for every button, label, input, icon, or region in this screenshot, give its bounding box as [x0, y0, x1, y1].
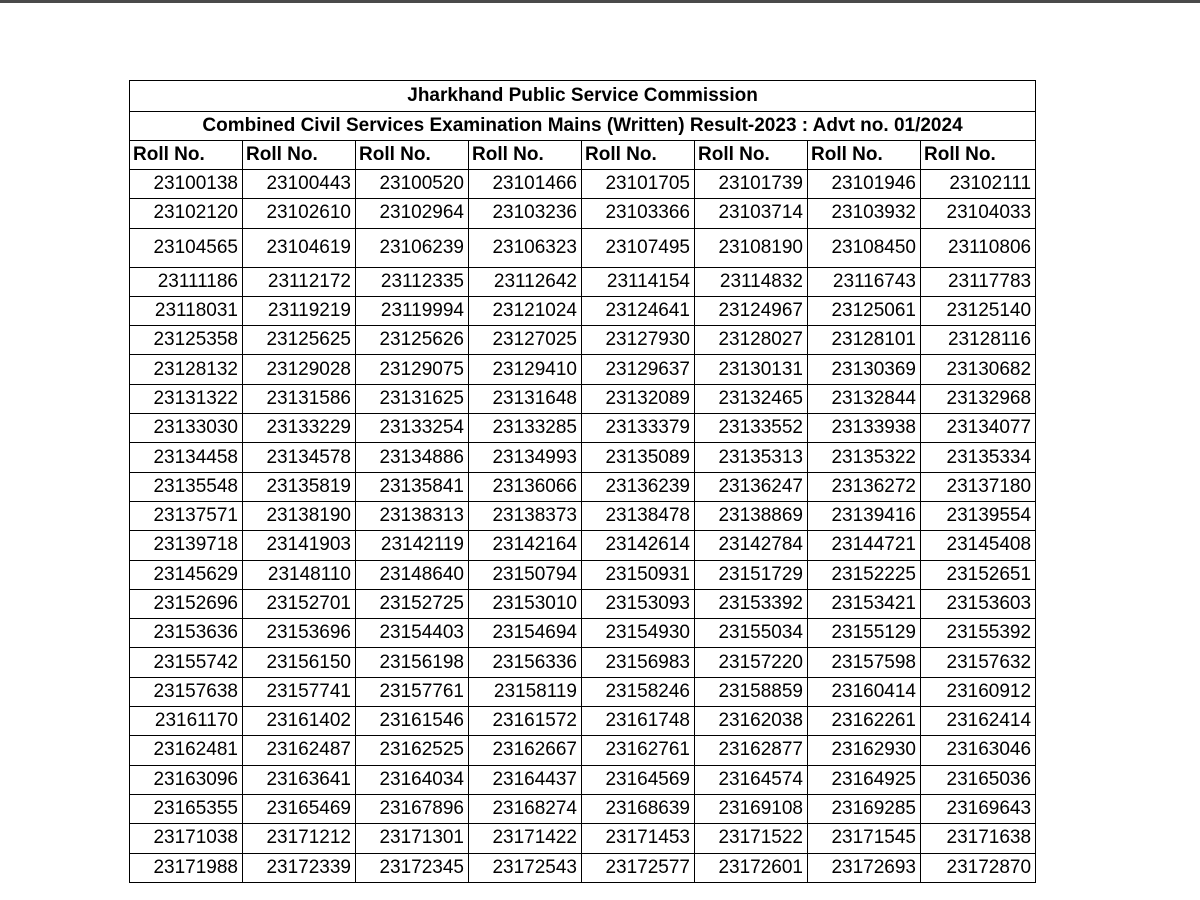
roll-number-cell: 23155129	[808, 619, 921, 648]
roll-number-cell: 23103236	[469, 199, 582, 228]
roll-number-cell: 23148110	[243, 560, 356, 589]
roll-number-cell: 23157741	[243, 677, 356, 706]
table-row	[130, 736, 1036, 765]
roll-number-cell: 23114832	[695, 267, 808, 296]
roll-number-cell: 23135841	[356, 472, 469, 501]
roll-number-cell: 23145408	[921, 531, 1036, 560]
roll-number-cell: 23127025	[469, 326, 582, 355]
roll-number-cell: 23128101	[808, 326, 921, 355]
roll-number-cell: 23171522	[695, 824, 808, 853]
roll-number-cell: 23133285	[469, 414, 582, 443]
roll-number-cell: 23163046	[921, 736, 1036, 765]
result-document	[129, 80, 1035, 883]
roll-number-cell: 23127930	[582, 326, 695, 355]
roll-number-cell: 23129637	[582, 355, 695, 384]
roll-number-cell: 23106239	[356, 228, 469, 267]
roll-number-cell: 23135313	[695, 443, 808, 472]
table-row	[130, 677, 1036, 706]
roll-number-cell: 23156983	[582, 648, 695, 677]
table-row	[130, 589, 1036, 618]
roll-number-cell: 23164925	[808, 765, 921, 794]
roll-number-cell: 23137571	[130, 501, 243, 530]
roll-number-cell: 23136066	[469, 472, 582, 501]
roll-number-cell: 23112642	[469, 267, 582, 296]
roll-number-cell: 23164574	[695, 765, 808, 794]
roll-number-cell: 23125626	[356, 326, 469, 355]
roll-number-cell: 23133938	[808, 414, 921, 443]
document-title: Jharkhand Public Service Commission	[130, 81, 1036, 112]
roll-number-cell: 23156336	[469, 648, 582, 677]
roll-number-cell: 23125140	[921, 296, 1036, 325]
roll-number-cell: 23103366	[582, 199, 695, 228]
roll-number-cell: 23129075	[356, 355, 469, 384]
roll-number-cell: 23157632	[921, 648, 1036, 677]
roll-number-cell: 23130369	[808, 355, 921, 384]
roll-number-cell: 23150931	[582, 560, 695, 589]
roll-number-cell: 23101705	[582, 170, 695, 199]
roll-number-cell: 23169285	[808, 794, 921, 823]
roll-number-cell: 23125625	[243, 326, 356, 355]
roll-number-cell: 23117783	[921, 267, 1036, 296]
roll-number-cell: 23153093	[582, 589, 695, 618]
roll-number-cell: 23135819	[243, 472, 356, 501]
roll-number-cell: 23172693	[808, 853, 921, 882]
column-header: Roll No.	[808, 141, 921, 170]
roll-number-cell: 23119219	[243, 296, 356, 325]
roll-number-cell: 23161572	[469, 707, 582, 736]
column-header: Roll No.	[356, 141, 469, 170]
roll-number-cell: 23154694	[469, 619, 582, 648]
roll-number-cell: 23171212	[243, 824, 356, 853]
roll-number-cell: 23133030	[130, 414, 243, 443]
roll-number-cell: 23162414	[921, 707, 1036, 736]
roll-number-cell: 23163096	[130, 765, 243, 794]
roll-number-cell: 23171988	[130, 853, 243, 882]
roll-number-cell: 23152651	[921, 560, 1036, 589]
column-header: Roll No.	[130, 141, 243, 170]
roll-number-cell: 23110806	[921, 228, 1036, 267]
roll-number-cell: 23138869	[695, 501, 808, 530]
roll-number-cell: 23162667	[469, 736, 582, 765]
roll-number-cell: 23131322	[130, 384, 243, 413]
roll-number-cell: 23128132	[130, 355, 243, 384]
roll-number-cell: 23102111	[921, 170, 1036, 199]
roll-number-cell: 23136247	[695, 472, 808, 501]
roll-number-cell: 23153696	[243, 619, 356, 648]
roll-number-cell: 23101739	[695, 170, 808, 199]
roll-number-cell: 23160912	[921, 677, 1036, 706]
roll-number-cell: 23169643	[921, 794, 1036, 823]
roll-number-cell: 23136239	[582, 472, 695, 501]
roll-number-cell: 23129410	[469, 355, 582, 384]
roll-number-cell: 23153421	[808, 589, 921, 618]
roll-number-cell: 23154930	[582, 619, 695, 648]
column-header: Roll No.	[469, 141, 582, 170]
roll-number-cell: 23103714	[695, 199, 808, 228]
roll-number-cell: 23162261	[808, 707, 921, 736]
roll-number-cell: 23104619	[243, 228, 356, 267]
column-header-row	[130, 141, 1036, 170]
roll-number-cell: 23142164	[469, 531, 582, 560]
roll-number-cell: 23162525	[356, 736, 469, 765]
column-header: Roll No.	[921, 141, 1036, 170]
roll-number-cell: 23104565	[130, 228, 243, 267]
roll-number-cell: 23139416	[808, 501, 921, 530]
roll-number-cell: 23131648	[469, 384, 582, 413]
roll-number-cell: 23138313	[356, 501, 469, 530]
roll-number-cell: 23150794	[469, 560, 582, 589]
roll-number-cell: 23172345	[356, 853, 469, 882]
roll-number-cell: 23153636	[130, 619, 243, 648]
table-row	[130, 267, 1036, 296]
roll-number-cell: 23153603	[921, 589, 1036, 618]
roll-number-cell: 23133552	[695, 414, 808, 443]
roll-number-cell: 23129028	[243, 355, 356, 384]
roll-number-cell: 23132465	[695, 384, 808, 413]
table-row	[130, 531, 1036, 560]
roll-number-cell: 23157220	[695, 648, 808, 677]
roll-number-cell: 23111186	[130, 267, 243, 296]
roll-number-cell: 23155392	[921, 619, 1036, 648]
roll-number-cell: 23172543	[469, 853, 582, 882]
roll-number-cell: 23162487	[243, 736, 356, 765]
roll-number-cell: 23158859	[695, 677, 808, 706]
roll-number-cell: 23167896	[356, 794, 469, 823]
roll-number-cell: 23151729	[695, 560, 808, 589]
roll-number-cell: 23104033	[921, 199, 1036, 228]
roll-number-cell: 23172870	[921, 853, 1036, 882]
roll-number-cell: 23165355	[130, 794, 243, 823]
roll-number-cell: 23164034	[356, 765, 469, 794]
roll-number-cell: 23157598	[808, 648, 921, 677]
table-row	[130, 228, 1036, 267]
table-row	[130, 443, 1036, 472]
table-row	[130, 384, 1036, 413]
roll-number-cell: 23172577	[582, 853, 695, 882]
roll-number-cell: 23107495	[582, 228, 695, 267]
roll-number-cell: 23165469	[243, 794, 356, 823]
table-row	[130, 296, 1036, 325]
roll-number-cell: 23157761	[356, 677, 469, 706]
column-header: Roll No.	[695, 141, 808, 170]
roll-number-cell: 23162761	[582, 736, 695, 765]
roll-number-cell: 23169108	[695, 794, 808, 823]
roll-number-cell: 23114154	[582, 267, 695, 296]
roll-number-cell: 23172339	[243, 853, 356, 882]
roll-number-cell: 23133254	[356, 414, 469, 443]
roll-number-cell: 23124641	[582, 296, 695, 325]
roll-number-cell: 23153010	[469, 589, 582, 618]
roll-number-cell: 23108190	[695, 228, 808, 267]
roll-number-cell: 23135334	[921, 443, 1036, 472]
roll-number-cell: 23101946	[808, 170, 921, 199]
roll-number-cell: 23128116	[921, 326, 1036, 355]
table-row	[130, 414, 1036, 443]
roll-number-cell: 23118031	[130, 296, 243, 325]
roll-number-cell: 23161748	[582, 707, 695, 736]
roll-number-cell: 23108450	[808, 228, 921, 267]
table-row	[130, 560, 1036, 589]
table-row	[130, 472, 1036, 501]
roll-number-cell: 23135322	[808, 443, 921, 472]
roll-number-cell: 23121024	[469, 296, 582, 325]
roll-number-cell: 23158246	[582, 677, 695, 706]
roll-number-cell: 23131625	[356, 384, 469, 413]
roll-number-cell: 23152701	[243, 589, 356, 618]
roll-number-cell: 23171422	[469, 824, 582, 853]
roll-number-cell: 23158119	[469, 677, 582, 706]
roll-number-cell: 23130682	[921, 355, 1036, 384]
roll-number-cell: 23106323	[469, 228, 582, 267]
roll-number-cell: 23171638	[921, 824, 1036, 853]
roll-number-cell: 23154403	[356, 619, 469, 648]
roll-number-cell: 23162930	[808, 736, 921, 765]
roll-number-cell: 23130131	[695, 355, 808, 384]
roll-number-cell: 23102610	[243, 199, 356, 228]
roll-number-cell: 23132844	[808, 384, 921, 413]
roll-number-cell: 23161546	[356, 707, 469, 736]
roll-number-cell: 23168639	[582, 794, 695, 823]
table-row	[130, 170, 1036, 199]
roll-number-cell: 23137180	[921, 472, 1036, 501]
roll-number-cell: 23172601	[695, 853, 808, 882]
roll-number-cell: 23132968	[921, 384, 1036, 413]
roll-number-cell: 23162481	[130, 736, 243, 765]
column-header: Roll No.	[582, 141, 695, 170]
roll-number-cell: 23171301	[356, 824, 469, 853]
roll-number-cell: 23112172	[243, 267, 356, 296]
roll-number-cell: 23135089	[582, 443, 695, 472]
roll-number-cell: 23125061	[808, 296, 921, 325]
roll-number-cell: 23162877	[695, 736, 808, 765]
roll-number-cell: 23101466	[469, 170, 582, 199]
roll-number-cell: 23160414	[808, 677, 921, 706]
roll-number-cell: 23133229	[243, 414, 356, 443]
roll-number-cell: 23148640	[356, 560, 469, 589]
roll-number-cell: 23103932	[808, 199, 921, 228]
roll-number-cell: 23161402	[243, 707, 356, 736]
roll-number-table	[129, 80, 1036, 883]
roll-number-cell: 23119994	[356, 296, 469, 325]
table-row	[130, 853, 1036, 882]
roll-number-cell: 23171545	[808, 824, 921, 853]
roll-number-cell: 23134458	[130, 443, 243, 472]
roll-number-cell: 23155034	[695, 619, 808, 648]
roll-number-cell: 23161170	[130, 707, 243, 736]
table-row	[130, 501, 1036, 530]
roll-number-cell: 23125358	[130, 326, 243, 355]
roll-number-cell: 23152225	[808, 560, 921, 589]
roll-number-cell: 23157638	[130, 677, 243, 706]
roll-number-cell: 23156150	[243, 648, 356, 677]
roll-number-cell: 23165036	[921, 765, 1036, 794]
roll-number-cell: 23134578	[243, 443, 356, 472]
roll-number-cell: 23168274	[469, 794, 582, 823]
roll-number-cell: 23163641	[243, 765, 356, 794]
roll-number-cell: 23164569	[582, 765, 695, 794]
roll-number-cell: 23138190	[243, 501, 356, 530]
roll-number-cell: 23152696	[130, 589, 243, 618]
roll-number-cell: 23139554	[921, 501, 1036, 530]
roll-number-cell: 23100138	[130, 170, 243, 199]
roll-number-cell: 23102120	[130, 199, 243, 228]
roll-number-cell: 23141903	[243, 531, 356, 560]
roll-number-cell: 23164437	[469, 765, 582, 794]
roll-number-cell: 23102964	[356, 199, 469, 228]
table-row	[130, 619, 1036, 648]
roll-number-cell: 23144721	[808, 531, 921, 560]
roll-number-cell: 23145629	[130, 560, 243, 589]
roll-number-cell: 23132089	[582, 384, 695, 413]
roll-number-cell: 23139718	[130, 531, 243, 560]
roll-number-cell: 23116743	[808, 267, 921, 296]
roll-number-cell: 23100520	[356, 170, 469, 199]
roll-number-cell: 23124967	[695, 296, 808, 325]
roll-number-cell: 23142784	[695, 531, 808, 560]
column-header: Roll No.	[243, 141, 356, 170]
roll-number-cell: 23153392	[695, 589, 808, 618]
roll-number-cell: 23138478	[582, 501, 695, 530]
roll-number-cell: 23134077	[921, 414, 1036, 443]
roll-number-cell: 23171453	[582, 824, 695, 853]
table-row	[130, 707, 1036, 736]
roll-number-cell: 23142119	[356, 531, 469, 560]
table-row	[130, 794, 1036, 823]
roll-number-cell: 23142614	[582, 531, 695, 560]
roll-number-cell: 23138373	[469, 501, 582, 530]
roll-number-cell: 23133379	[582, 414, 695, 443]
roll-number-cell: 23131586	[243, 384, 356, 413]
table-row	[130, 824, 1036, 853]
table-row	[130, 355, 1036, 384]
top-border-line	[0, 0, 1200, 3]
roll-number-cell: 23112335	[356, 267, 469, 296]
roll-number-cell: 23135548	[130, 472, 243, 501]
roll-number-cell: 23128027	[695, 326, 808, 355]
roll-number-cell: 23136272	[808, 472, 921, 501]
table-row	[130, 199, 1036, 228]
table-row	[130, 326, 1036, 355]
roll-number-cell: 23171038	[130, 824, 243, 853]
roll-number-cell: 23162038	[695, 707, 808, 736]
roll-number-cell: 23152725	[356, 589, 469, 618]
roll-number-cell: 23134993	[469, 443, 582, 472]
roll-number-cell: 23134886	[356, 443, 469, 472]
roll-number-cell: 23100443	[243, 170, 356, 199]
table-row	[130, 765, 1036, 794]
table-row	[130, 648, 1036, 677]
document-subtitle: Combined Civil Services Examination Mains (Written) Result-2023 : Advt no. 01/2024	[130, 112, 1036, 141]
roll-number-cell: 23155742	[130, 648, 243, 677]
roll-number-cell: 23156198	[356, 648, 469, 677]
